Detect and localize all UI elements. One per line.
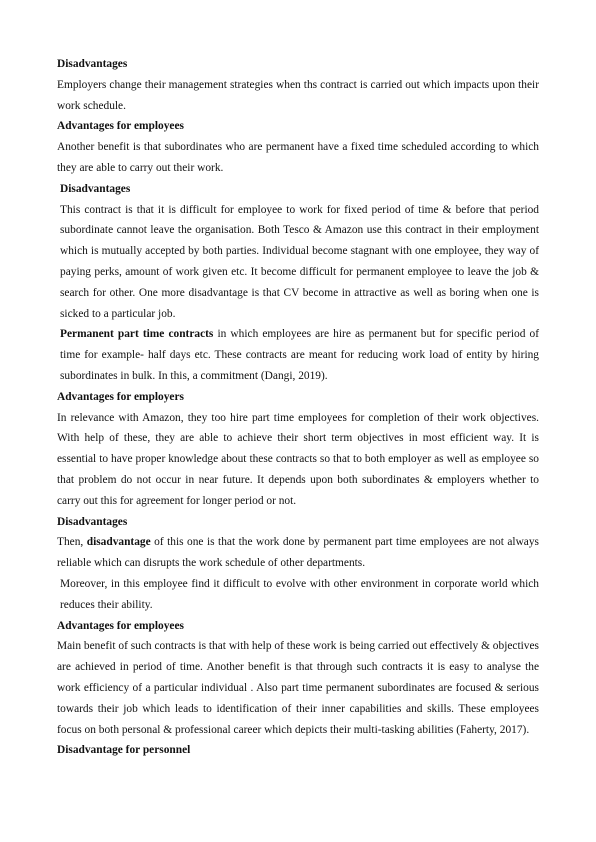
paragraph-management-strategies: Employers change their management strategies when ths contract is carried out which impacts upon their work schedule. bbox=[57, 78, 539, 112]
paragraph-amazon-part-time: In relevance with Amazon, they too hire part time employees for completion of their work objectives. With help of these, they are able to achieve their short term objectives in most efficient way. It is essential to have proper knowledge about these contracts so that to both employer as well as employee so that problem do not occur in near future. It depends upon both subordinates & employers whether to carry out this for agreement for longer period or not. bbox=[57, 411, 539, 507]
paragraph-fixed-period-difficulty: This contract is that it is difficult for employee to work for fixed period of time & before that period subordinate cannot leave the organisation. Both Tesco & Amazon use this contract in their employment which is mutually accepted by both parties. Individual become stagnant with one employee, they way of paying perks, amount of work given etc. It become difficult for permanent employee to leave the job & search for other. One more disadvantage is that CV become in attractive as well as boring when one is sicked to a particular job. bbox=[60, 203, 539, 320]
document-page bbox=[57, 54, 539, 761]
heading-disadvantages-1: Disadvantages bbox=[57, 58, 128, 70]
term-permanent-part-time-contracts: Permanent part time contracts bbox=[60, 328, 214, 341]
paragraph-not-reliable-lead: Then, bbox=[57, 536, 87, 549]
term-disadvantage: disadvantage bbox=[86, 536, 151, 549]
heading-disadvantages-2: Disadvantages bbox=[60, 182, 131, 195]
paragraph-not-reliable bbox=[57, 532, 539, 574]
paragraph-permanent-part-time bbox=[57, 324, 539, 386]
heading-disadvantage-for-personnel: Disadvantage for personnel bbox=[57, 744, 191, 757]
paragraph-permanent-part-time-text: in which employees are hire as permanent but for specific period of time for example- half days etc. These contracts are meant for reducing work load of entity by hiring subordinates in bulk. In this, a commitment (Dangi, 2019). bbox=[60, 328, 539, 382]
paragraph-moreover: Moreover, in this employee find it difficult to evolve with other environment in corporate world which reduces their ability. bbox=[60, 577, 539, 611]
paragraph-fixed-time-schedule: Another benefit is that subordinates who are permanent have a fixed time scheduled according to which they are able to carry out their work. bbox=[57, 141, 539, 174]
heading-disadvantages-3: Disadvantages bbox=[57, 515, 128, 528]
heading-advantages-for-employees-1: Advantages for employees bbox=[57, 120, 184, 133]
heading-advantages-for-employers: Advantages for employers bbox=[57, 390, 184, 403]
paragraph-not-reliable-text: of this one is that the work done by permanent part time employees are not always reliable which can disrupts the work schedule of other departments. bbox=[57, 536, 539, 570]
heading-advantages-for-employees-2: Advantages for employees bbox=[57, 619, 184, 632]
paragraph-main-benefit: Main benefit of such contracts is that with help of these work is being carried out effectively & objectives are achieved in period of time. Another benefit is that through such contracts it is easy to analyse the work efficiency of a particular individual . Also part time permanent subordinates are focused & serious towards their job which leads to identification of their inner capabilities and skills. These employees focus on both personal & professional career which depicts their multi-tasking abilities (Faherty, 2017). bbox=[57, 640, 539, 736]
